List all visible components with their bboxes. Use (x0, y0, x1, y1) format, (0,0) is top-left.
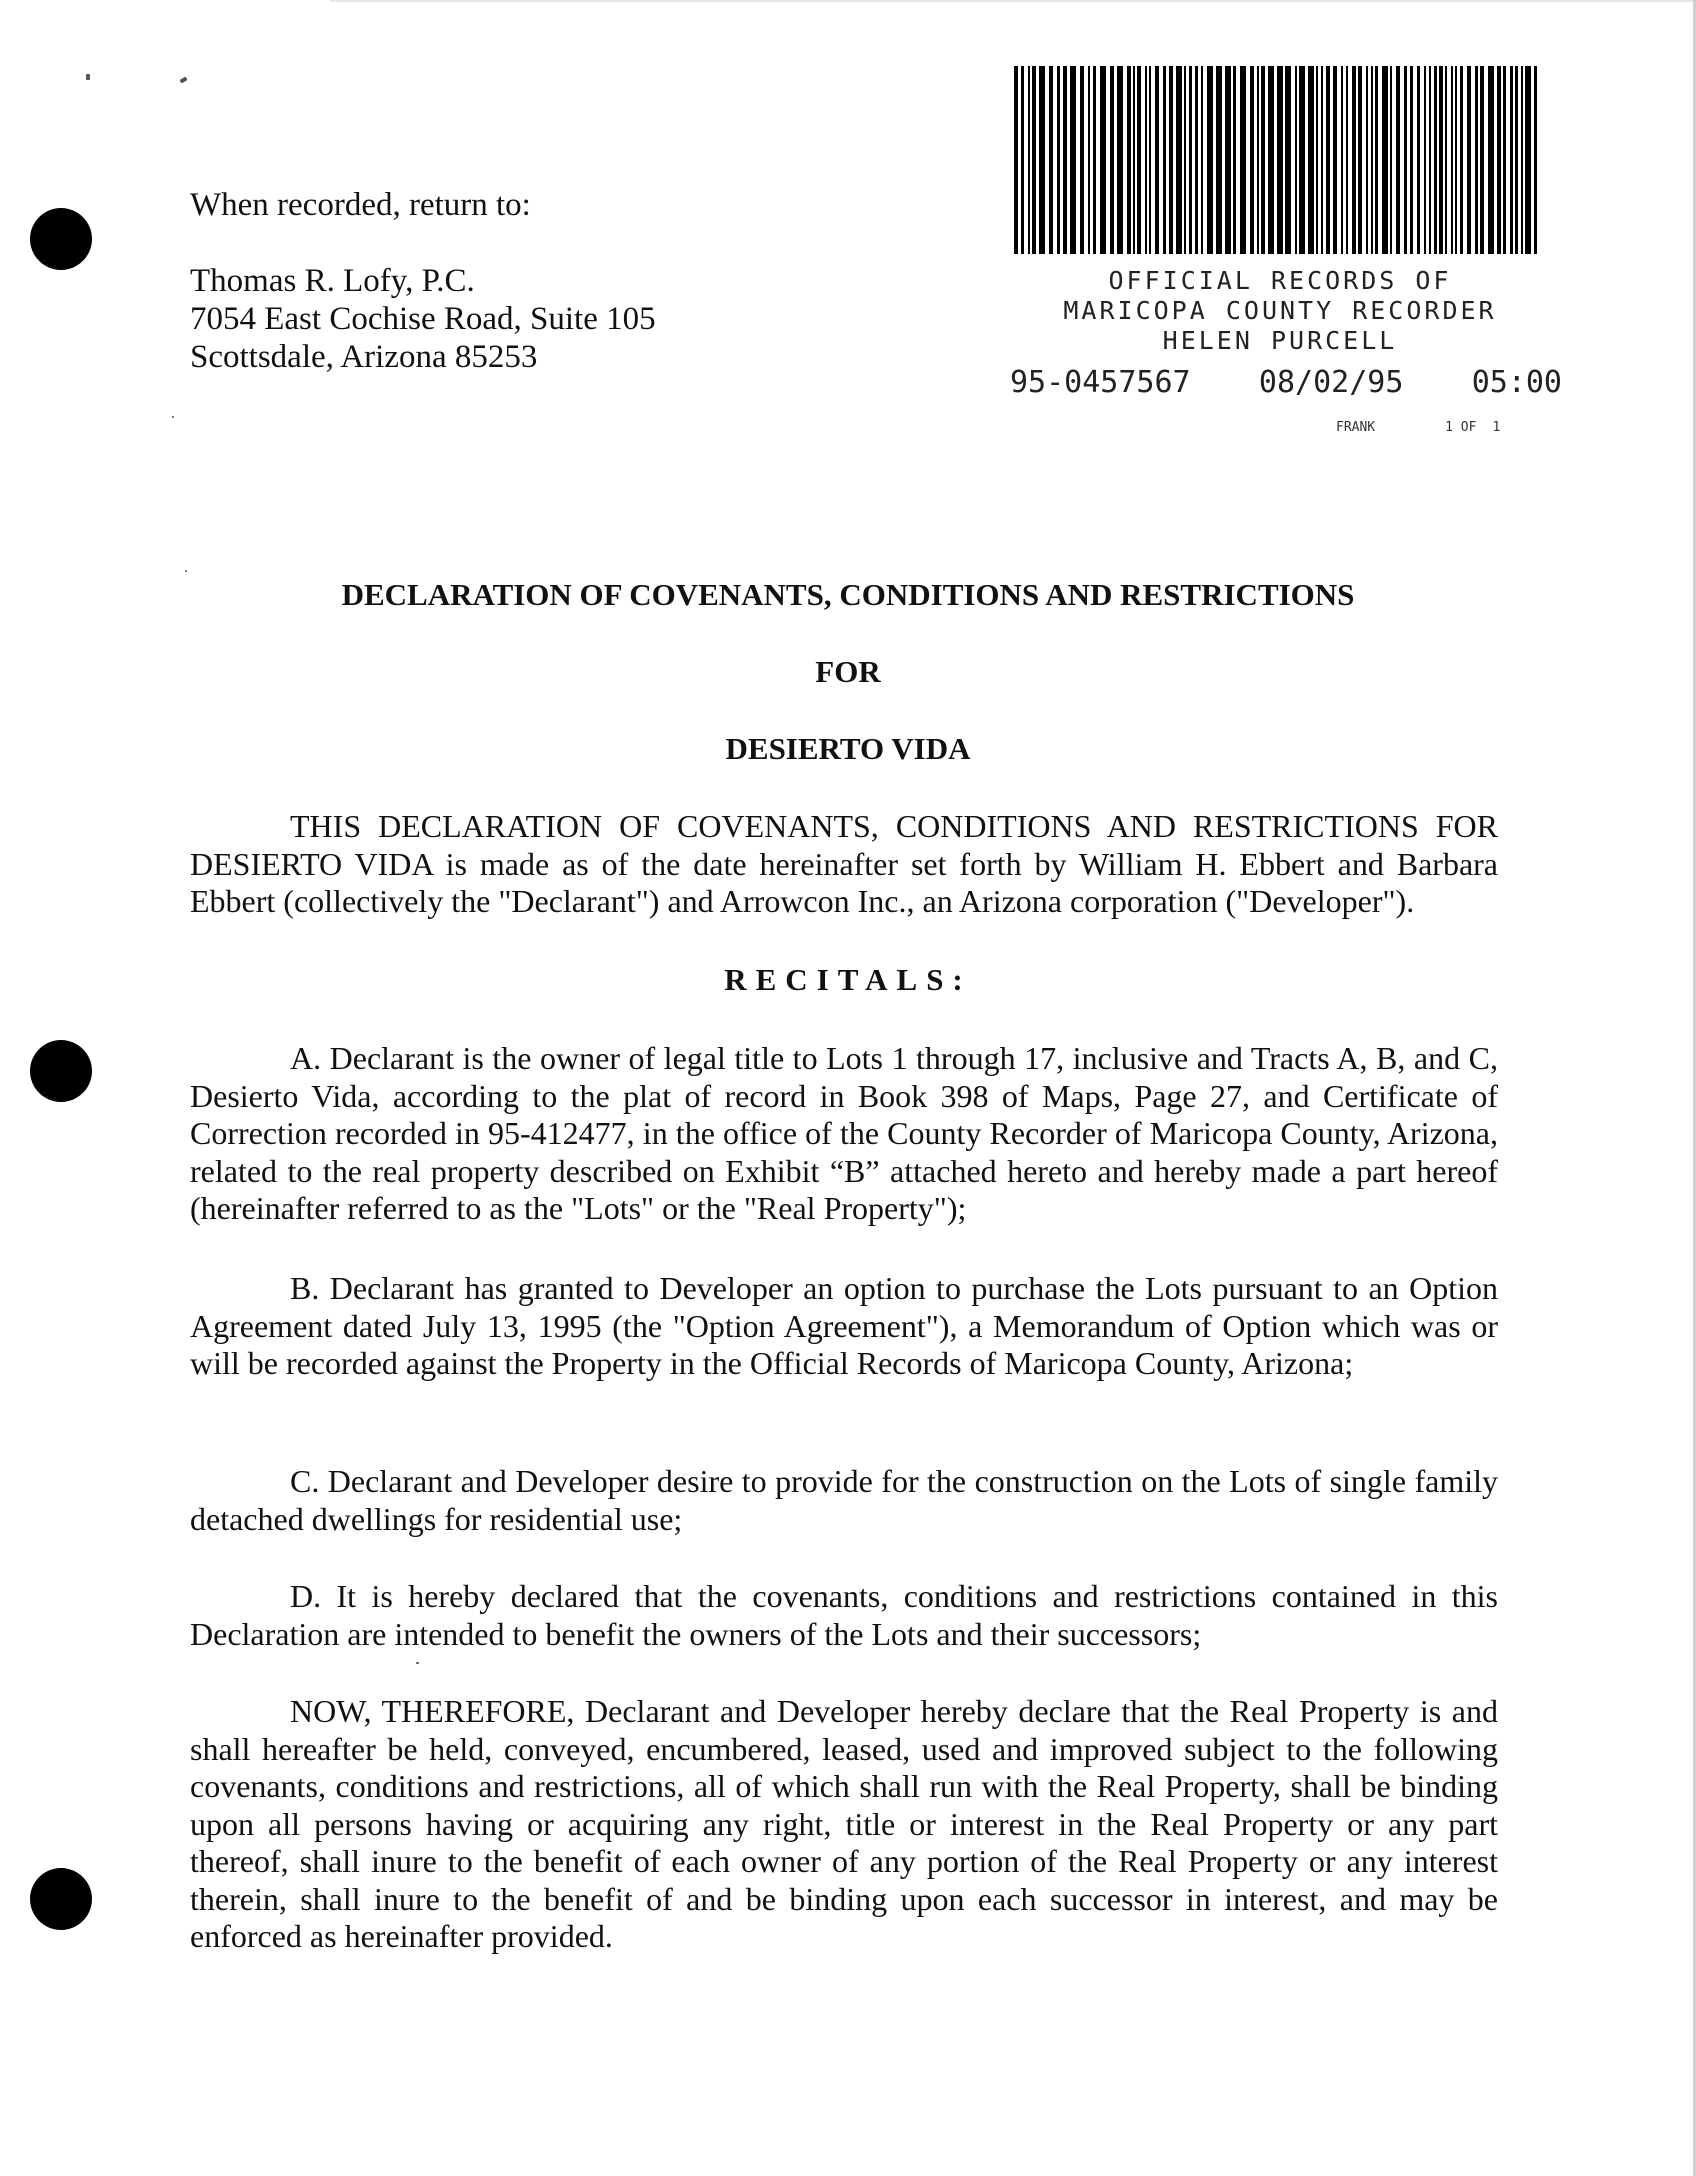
recorder-stamp (1000, 266, 1560, 356)
return-to-block (190, 186, 656, 376)
barcode-bar (1439, 66, 1443, 254)
barcode-bar (1424, 66, 1426, 254)
barcode-bar (1049, 66, 1053, 254)
recorder-line3: HELEN PURCELL (1162, 326, 1398, 355)
barcode-bar (1093, 66, 1096, 254)
barcode-bar (1250, 66, 1254, 254)
document-title: DECLARATION OF COVENANTS, CONDITIONS AND RESTRICTIONS (341, 577, 1355, 612)
barcode-bar (1308, 66, 1314, 254)
barcode-bar (1417, 66, 1420, 254)
barcode-bar (1410, 66, 1413, 254)
barcode-bar (1321, 66, 1323, 254)
barcode-bar (1358, 66, 1362, 254)
barcode-bar (1497, 66, 1501, 254)
barcode-bar (1163, 66, 1166, 254)
barcode-bar (1057, 66, 1060, 254)
barcode-bar (1295, 66, 1297, 254)
barcode-bar (1233, 66, 1236, 254)
return-to-label: When recorded, return to: (190, 187, 531, 223)
barcode-bar (1195, 66, 1198, 254)
record-date: 08/02/95 (1258, 365, 1404, 400)
recital-d: D. It is hereby declared that the covenants, conditions and restrictions contained in this Declaration are intended to benefit the owners of the Lots and their successors; (190, 1578, 1498, 1652)
page-of: 1 OF (1445, 420, 1477, 435)
barcode-bar (1382, 66, 1388, 254)
barcode-bar (1371, 66, 1373, 254)
barcode-bar (1445, 66, 1447, 254)
scan-speck (416, 1662, 419, 1664)
barcode-bar (1189, 66, 1192, 254)
barcode-bar (1451, 66, 1453, 254)
scan-speck (185, 570, 187, 572)
punch-hole-top (30, 208, 92, 270)
recital-a: A. Declarant is the owner of legal title to Lots 1 through 17, inclusive and Tracts A, B, and C, Desierto Vida, according to the plat of record in Book 398 of Maps, Page 27, and Certificate of Correction recorded in 95-412477, in the office of the County Recorder of Maricopa County, Arizona, related to the real property described on Exhibit “B” attached hereto and hereby made a part hereof (hereinafter referred to as the "Lots" or the "Real Property"); (190, 1040, 1498, 1226)
barcode-bar (1088, 66, 1090, 254)
barcode-bar (1207, 66, 1213, 254)
barcode-bar (1346, 66, 1348, 254)
barcode-bar (1429, 66, 1431, 254)
barcode-bar (1137, 66, 1141, 254)
recitals-heading: RECITALS: (724, 962, 972, 997)
barcode-bar (1149, 66, 1151, 254)
barcode-bar (1333, 66, 1337, 254)
recorder-line2: MARICOPA COUNTY RECORDER (1063, 296, 1497, 325)
barcode-bar (1080, 66, 1084, 254)
return-to-name: Thomas R. Lofy, P.C. (190, 263, 475, 299)
return-to-address-line1: 7054 East Cochise Road, Suite 105 (190, 301, 656, 337)
barcode-bar (1375, 66, 1378, 254)
barcode-bar (1155, 66, 1159, 254)
barcode-bar (1110, 66, 1114, 254)
scan-speck (172, 416, 174, 418)
barcode-bar (1117, 66, 1123, 254)
barcode-bar (1100, 66, 1106, 254)
barcode-bar (1521, 66, 1523, 254)
barcode-bar (1169, 66, 1173, 254)
barcode-bar (1184, 66, 1186, 254)
barcode-bar (1534, 66, 1537, 254)
clerk-name: FRANK (1336, 420, 1376, 435)
barcode-bar (1316, 66, 1318, 254)
document-title-subdivision: DESIERTO VIDA (725, 731, 971, 766)
return-to-address-line2: Scottsdale, Arizona 85253 (190, 339, 538, 375)
barcode-bar (1201, 66, 1203, 254)
barcode-bar (1299, 66, 1305, 254)
barcode-bar (1510, 66, 1513, 254)
barcode-bar (1277, 66, 1283, 254)
barcode-bar (1285, 66, 1291, 254)
document-title-for: FOR (815, 654, 881, 689)
barcode-bar (1225, 66, 1231, 254)
barcode-bar (1434, 66, 1437, 254)
barcode-bar (1475, 66, 1478, 254)
clerk-line (1336, 420, 1500, 436)
barcode-bar (1070, 66, 1076, 254)
barcode-bar (1145, 66, 1147, 254)
scan-speck (179, 77, 187, 84)
barcode-bar (1240, 66, 1246, 254)
now-therefore-paragraph: NOW, THEREFORE, Declarant and Developer hereby declare that the Real Property is and shall hereafter be held, conveyed, encumbered, leased, used and improved subject to the following covenants, conditions and restrictions, all of which shall run with the Real Property, shall be binding upon all persons having or acquiring any right, title or interest in the Real Property or any part thereof, shall inure to the benefit of each owner of any portion of the Real Property or any interest therein, shall inure to the benefit of and be binding upon each successor in interest, and may be enforced as hereinafter provided. (190, 1693, 1498, 1954)
barcode-bar (1480, 66, 1484, 254)
barcode-bar (1525, 66, 1531, 254)
scan-speck (86, 74, 90, 80)
page-count (1445, 420, 1500, 436)
barcode-bar (1467, 66, 1471, 254)
barcode-bar (1063, 66, 1067, 254)
barcode-bar (1039, 66, 1045, 254)
barcode-image (1012, 66, 1542, 254)
barcode-bar (1127, 66, 1131, 254)
punch-hole-bottom (30, 1868, 92, 1930)
scan-top-edge (330, 0, 1696, 2)
record-time: 05:00 (1471, 365, 1562, 400)
recital-c: C. Declarant and Developer desire to provide for the construction on the Lots of single family detached dwellings for residential use; (190, 1463, 1498, 1537)
barcode-bar (1515, 66, 1518, 254)
barcode-bar (1257, 66, 1259, 254)
record-info-line (1010, 366, 1562, 400)
intro-paragraph: THIS DECLARATION OF COVENANTS, CONDITIONS AND RESTRICTIONS FOR DESIERTO VIDA is made as of the date hereinafter set forth by William H. Ebbert and Barbara Ebbert (collectively the "Declarant") and Arrowcon Inc., an Arizona corporation ("Developer"). (190, 808, 1498, 919)
punch-hole-middle (30, 1040, 92, 1102)
barcode-bar (1460, 66, 1463, 254)
barcode-bar (1216, 66, 1222, 254)
barcode-bar (1032, 66, 1036, 254)
barcode-bar (1021, 66, 1024, 254)
barcode-bar (1268, 66, 1274, 254)
barcode-bar (1352, 66, 1356, 254)
barcode-bar (1390, 66, 1392, 254)
barcode-bar (1176, 66, 1182, 254)
barcode-bar (1028, 66, 1030, 254)
barcode-bar (1341, 66, 1343, 254)
barcode-bar (1366, 66, 1368, 254)
barcode-bar (1404, 66, 1407, 254)
barcode-bar (1014, 66, 1018, 254)
barcode-bar (1326, 66, 1330, 254)
barcode-bar (1261, 66, 1265, 254)
page-total: 1 (1492, 420, 1501, 435)
recorder-line1: OFFICIAL RECORDS OF (1108, 266, 1452, 295)
barcode-bar (1503, 66, 1506, 254)
barcode-bar (1488, 66, 1494, 254)
barcode-bar (1396, 66, 1400, 254)
barcode-bar (1133, 66, 1135, 254)
barcode-bar (1455, 66, 1457, 254)
record-number: 95-0457567 (1010, 365, 1191, 400)
recital-b: B. Declarant has granted to Developer an option to purchase the Lots pursuant to an Option Agreement dated July 13, 1995 (the "Option Agreement"), a Memorandum of Option which was or will be recorded against the Property in the Official Records of Maricopa County, Arizona; (190, 1270, 1498, 1381)
